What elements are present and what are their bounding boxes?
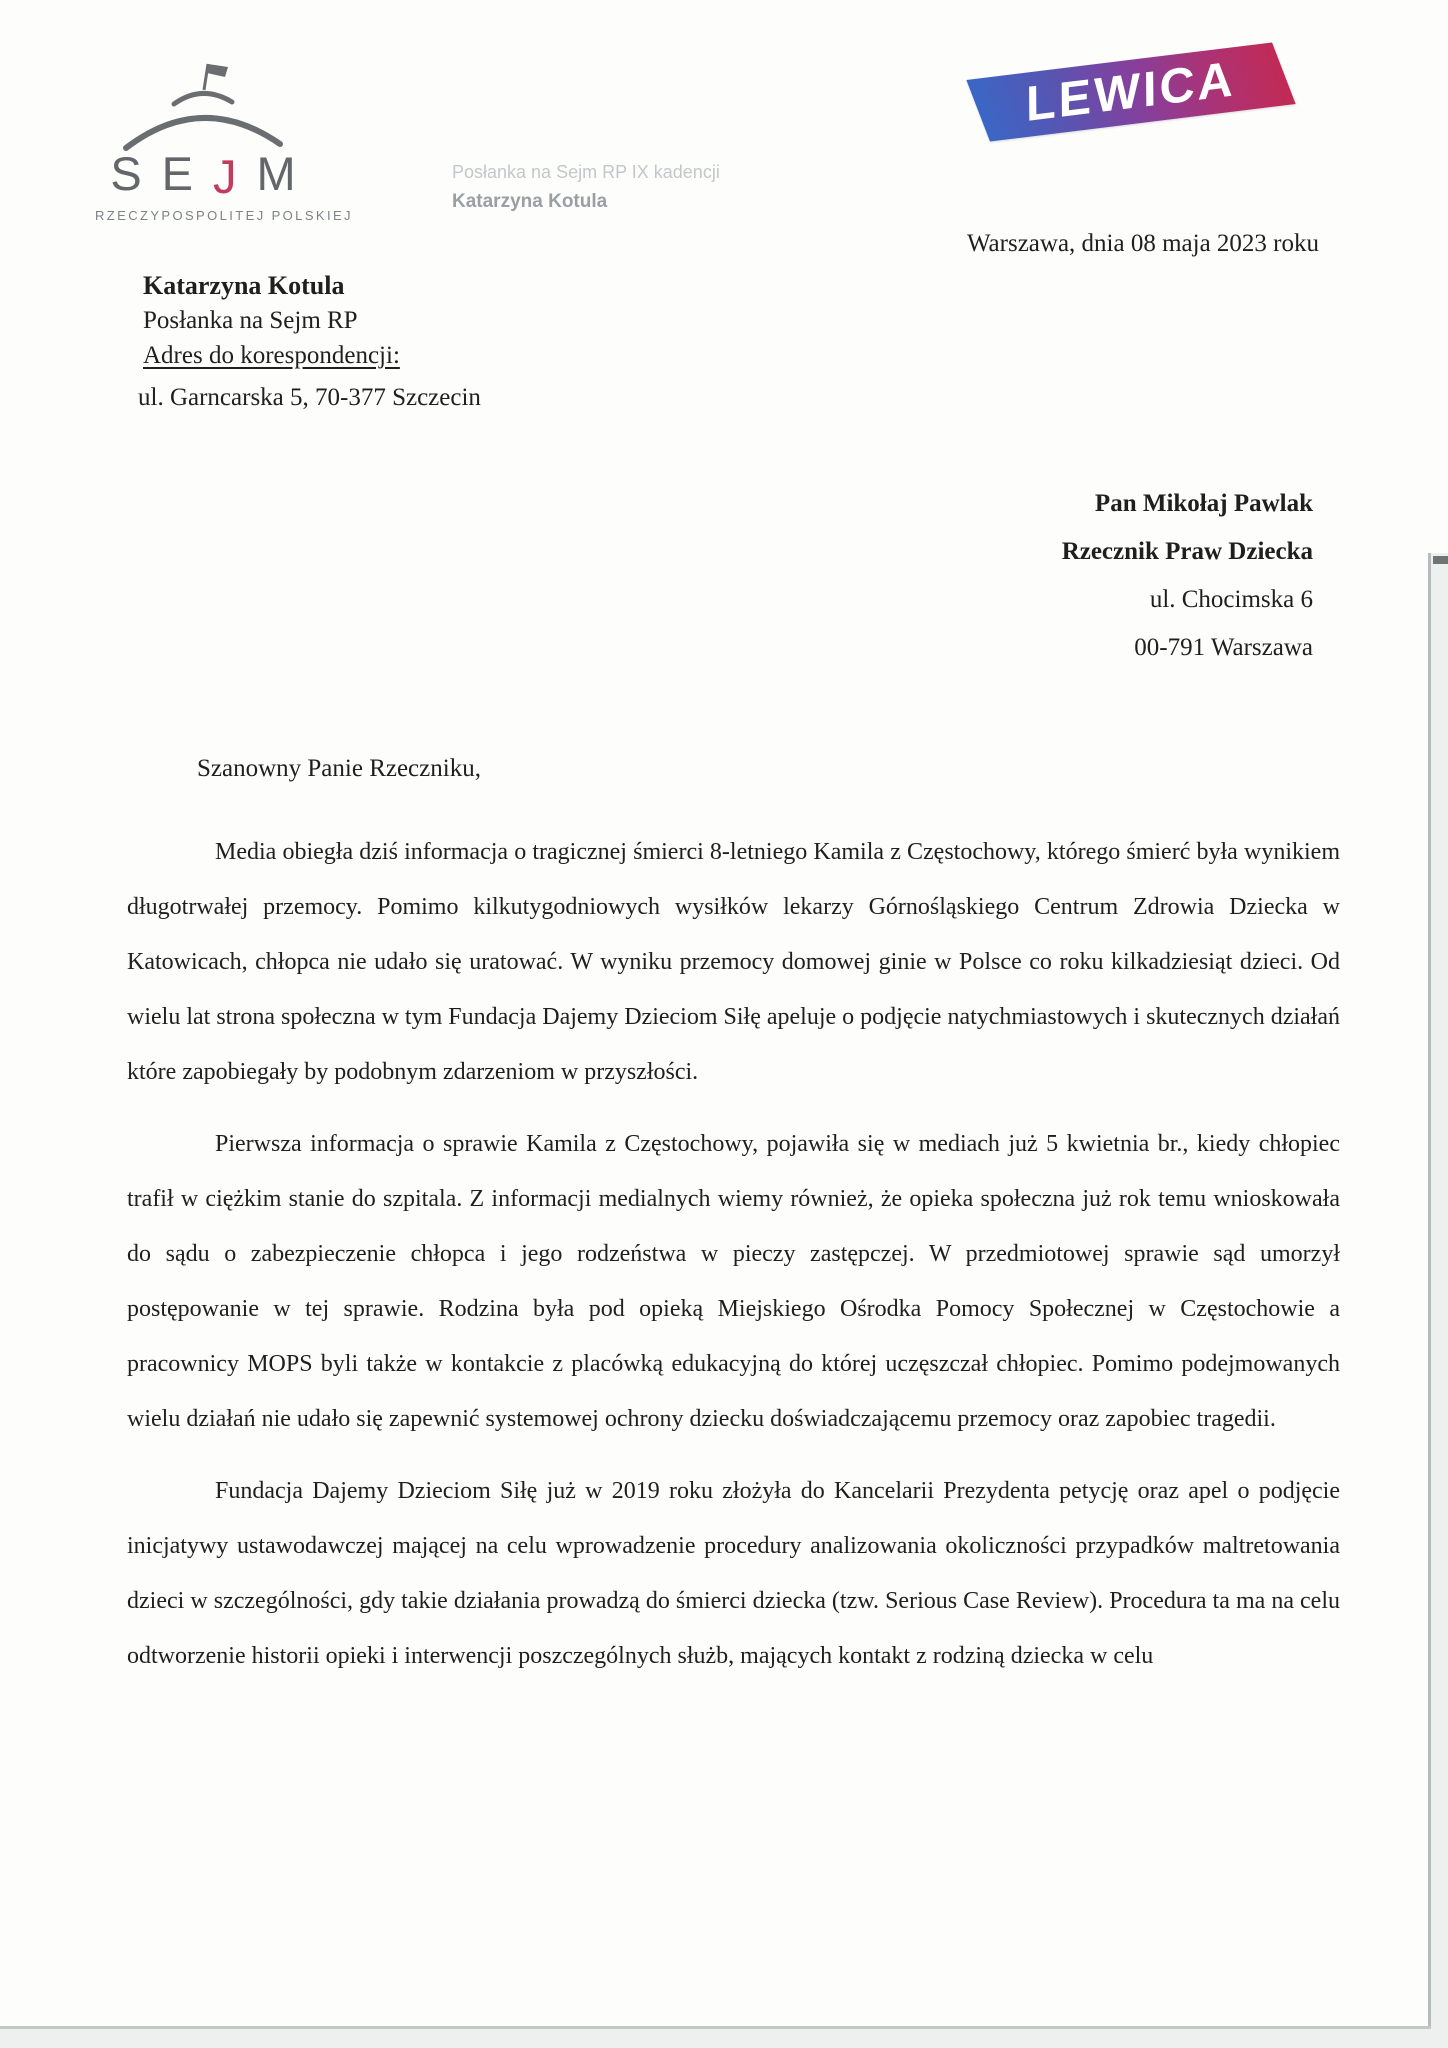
sejm-letter-s: S [110, 147, 142, 200]
deputy-header-role: Posłanka na Sejm RP IX kadencji [452, 162, 720, 182]
sender-address-label: Adres do korespondencji: [143, 342, 400, 369]
deputy-header [452, 158, 720, 216]
page-right-edge-shadow [1428, 553, 1431, 2027]
sejm-dome-flag-icon [118, 56, 288, 152]
sejm-letter-m: M [256, 147, 296, 200]
sender-block [143, 268, 400, 373]
page-bottom-edge-shadow [0, 2026, 1431, 2029]
date-line: Warszawa, dnia 08 maja 2023 roku [966, 230, 1319, 257]
recipient-block [1062, 480, 1313, 672]
sejm-subtitle: RZECZYPOSPOLITEJ POLSKIEJ [95, 208, 353, 223]
paragraph-3: Fundacja Dajemy Dzieciom Siłę już w 2019 roku złożyła do Kancelarii Prezydenta petycję oraz apel o podjęcie inicjatywy ustawodawczej mającej na celu wprowadzenie procedury analizowania okoliczności przypadków maltretowania dzieci w szczególności, gdy takie działania prowadzą do śmierci dziecka (tzw. Serious Case Review). Procedura ta ma na celu odtworzenie historii opieki i interwencji poszczególnych służb, mających kontakt z rodziną dziecka w celu [127, 1478, 1340, 1669]
sender-name: Katarzyna Kotula [143, 271, 345, 300]
sejm-letter-j: J [213, 150, 237, 203]
sejm-wordmark [95, 147, 311, 203]
scan-artifact-mark [1433, 556, 1448, 564]
sender-address: ul. Garncarska 5, 70-377 Szczecin [138, 384, 481, 411]
paragraph-1: Media obiegła dziś informacja o tragicznej śmierci 8-letniego Kamila z Częstochowy, którego śmierć była wynikiem długotrwałej przemocy. Pomimo kilkutygodniowych wysiłków lekarzy Górnośląskiego Centrum Zdrowia Dziecka w Katowicach, chłopca nie udało się uratować. W wyniku przemocy domowej ginie w Polsce co roku kilkadziesiąt dzieci. Od wielu lat strona społeczna w tym Fundacja Dajemy Dzieciom Siłę apeluje o podjęcie natychmiastowych i skutecznych działań które zapobiegały by podobnym zdarzeniom w przyszłości. [127, 839, 1340, 1085]
sejm-logo [95, 56, 353, 223]
recipient-title: Rzecznik Praw Dziecka [1061, 538, 1313, 565]
recipient-address-line2: 00-791 Warszawa [1134, 634, 1313, 661]
deputy-header-name: Katarzyna Kotula [452, 191, 608, 212]
sender-title: Posłanka na Sejm RP [143, 307, 358, 334]
paragraph-2: Pierwsza informacja o sprawie Kamila z Częstochowy, pojawiła się w mediach już 5 kwietnia br., kiedy chłopiec trafił w ciężkim stanie do szpitala. Z informacji medialnych wiemy również, że opieka społeczna już rok temu wnioskowała do sądu o zabezpieczenie chłopca i jego rodzeństwa w pieczy zastępczej. W przedmiotowej sprawie sąd umorzył postępowanie w tej sprawie. Rodzina była pod opieką Miejskiego Ośrodka Pomocy Społecznej w Częstochowie a pracownicy MOPS byli także w kontakcie z placówką edukacyjną do której uczęszczał chłopiec. Pomimo podejmowanych wielu działań nie udało się zapewnić systemowej ochrony dziecku doświadczającemu przemocy oraz zapobiec tragedii. [127, 1131, 1340, 1432]
lewica-wordmark: LEWICA [1025, 51, 1237, 132]
sejm-letter-e: E [161, 147, 194, 200]
recipient-address-line1: ul. Chocimska 6 [1149, 586, 1313, 613]
recipient-name: Pan Mikołaj Pawlak [1094, 490, 1313, 517]
paper-sheet-top-right [1431, 0, 1448, 553]
letter-body [127, 825, 1340, 1701]
salutation: Szanowny Panie Rzeczniku, [197, 755, 481, 782]
